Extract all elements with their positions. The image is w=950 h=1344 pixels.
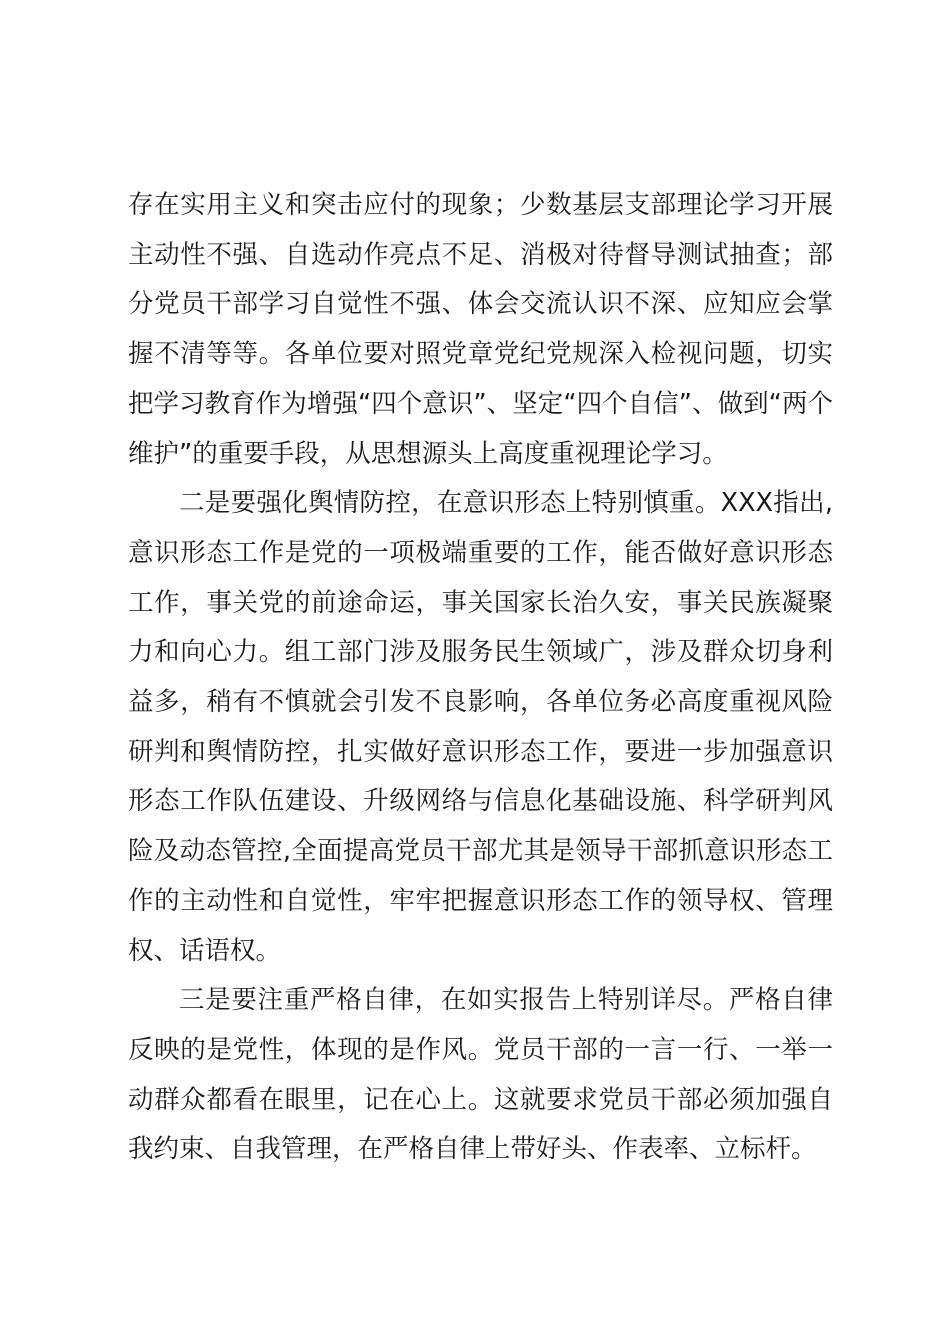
- paragraph-public-opinion: 二是要强化舆情防控，在意识形态上特别慎重。XXX指出,意识形态工作是党的一项极端重要的工作，能否做好意识形态工作，事关党的前途命运，事关国家长治久安，事关民族凝聚力和向心力。组工部门涉及服务民生领域广，涉及群众切身利益多，稍有不慎就会引发不良影响，各单位务必高度重视风险研判和舆情防控，扎实做好意识形态工作，要进一步加强意识形态工作队伍建设、升级网络与信息化基础设施、科学研判风险及动态管控,全面提高党员干部尤其是领导干部抓意识形态工作的主动性和自觉性，牢牢把握意识形态工作的领导权、管理权、话语权。: [128, 488, 833, 966]
- paragraph-self-discipline: 三是要注重严格自律，在如实报告上特别详尽。严格自律反映的是党性，体现的是作风。党员干部的一言一行、一举一动群众都看在眼里，记在心上。这就要求党员干部必须加强自我约束、自我管理，在严格自律上带好头、作表率、立标杆。: [128, 985, 833, 1165]
- paragraph-continuation: 存在实用主义和突击应付的现象；少数基层支部理论学习开展主动性不强、自选动作亮点不足、消极对待督导测试抽查；部分党员干部学习自觉性不强、体会交流认识不深、应知应会掌握不清等等。各单位要对照党章党纪党规深入检视问题，切实把学习教育作为增强“四个意识”、坚定“四个自信”、做到“两个维护”的重要手段，从思想源头上高度重视理论学习。: [128, 190, 833, 469]
- document-body: [128, 181, 833, 1175]
